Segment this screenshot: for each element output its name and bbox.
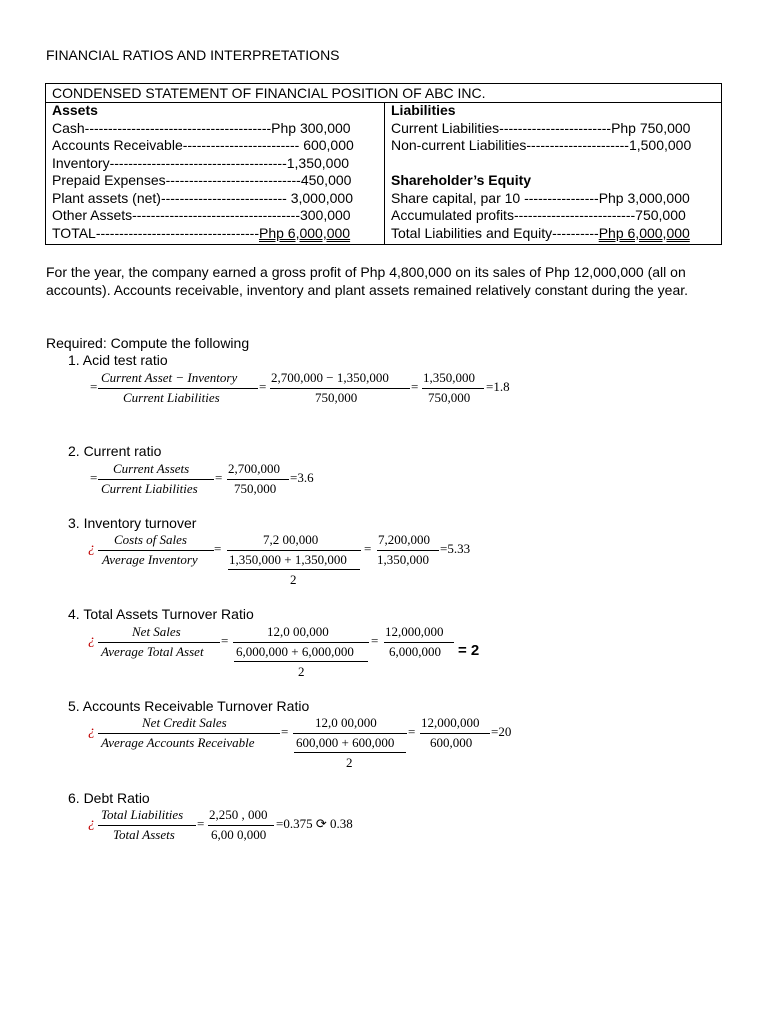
- f6-den1: Total Assets: [113, 827, 175, 842]
- f3-result: =5.33: [440, 541, 471, 556]
- assets-column: [52, 102, 379, 242]
- f6-den2: 6,00 0,000: [211, 827, 267, 842]
- required-heading: Required: Compute the following: [46, 335, 250, 351]
- f1-result: =1.8: [486, 379, 510, 394]
- item-total-assets-turnover: 4. Total Assets Turnover Ratio: [68, 606, 254, 622]
- f3-lead: ¿: [88, 541, 95, 556]
- f3-bar2b: [228, 569, 360, 570]
- f4-bar2b: [234, 661, 368, 662]
- liability-row: Non-current Liabilities----------------------1,500,000: [391, 137, 692, 153]
- f1-bar3: [422, 388, 484, 389]
- f3-den2: 1,350,000 + 1,350,000: [229, 552, 347, 567]
- statement-heading-row: [46, 84, 721, 103]
- f4-den1: Average Total Asset: [101, 644, 204, 659]
- f2-den2: 750,000: [234, 481, 277, 496]
- f5-den2b: 2: [346, 755, 353, 770]
- equity-row: Accumulated profits--------------------------750,000: [391, 207, 686, 223]
- f1-bar2: [270, 388, 410, 389]
- f2-num2: 2,700,000: [228, 461, 280, 476]
- liabilities-column: [391, 102, 716, 242]
- f5-num2: 12,0 00,000: [315, 715, 377, 730]
- f2-den1: Current Liabilities: [101, 481, 198, 496]
- item-debt-ratio: 6. Debt Ratio: [68, 790, 150, 806]
- f5-bar2b: [294, 752, 406, 753]
- f6-lead: ¿: [88, 816, 95, 831]
- f5-bar3: [420, 733, 490, 734]
- asset-row: Cash----------------------------------------Php 300,000: [52, 119, 351, 136]
- f5-num3: 12,000,000: [421, 715, 480, 730]
- asset-row: Plant assets (net)--------------------------- 3,000,000: [52, 189, 354, 206]
- item-inventory-turnover: 3. Inventory turnover: [68, 515, 197, 531]
- f4-bar3: [384, 642, 454, 643]
- f4-result: = 2: [458, 642, 480, 659]
- f1-lead: =: [90, 379, 98, 394]
- f4-den3: 6,000,000: [389, 644, 441, 659]
- statement-heading: CONDENSED STATEMENT OF FINANCIAL POSITION OF ABC INC.: [52, 85, 486, 101]
- f2-bar2: [227, 479, 289, 480]
- equity-total-row: Total Liabilities and Equity----------Php 6,000,000: [391, 224, 690, 241]
- f1-den2: 750,000: [315, 390, 358, 405]
- statement-table: [45, 83, 722, 245]
- f5-den3: 600,000: [430, 735, 473, 750]
- f4-num1: Net Sales: [132, 624, 181, 639]
- f1-bar1: [98, 388, 258, 389]
- asset-row: Inventory--------------------------------------1,350,000: [52, 154, 350, 171]
- f4-bar1: [98, 642, 220, 643]
- f5-lead: ¿: [88, 724, 95, 739]
- f3-den3: 1,350,000: [377, 552, 429, 567]
- f2-lead: =: [90, 470, 98, 485]
- f3-num3: 7,200,000: [378, 532, 430, 547]
- f1-num3: 1,350,000: [423, 370, 475, 385]
- f6-num1: Total Liabilities: [101, 807, 184, 822]
- asset-row: Prepaid Expenses-----------------------------450,000: [52, 172, 352, 188]
- f3-num1: Costs of Sales: [114, 532, 187, 547]
- f5-result: =20: [491, 724, 512, 739]
- f1-num2: 2,700,000 − 1,350,000: [271, 370, 389, 385]
- equity-row: Share capital, par 10 ----------------Php 3,000,000: [391, 189, 690, 206]
- f3-den1: Average Inventory: [102, 552, 198, 567]
- f3-num2: 7,2 00,000: [263, 532, 319, 547]
- item-current-ratio: 2. Current ratio: [68, 443, 162, 459]
- f5-bar1: [98, 733, 280, 734]
- item-acid-test: 1. Acid test ratio: [68, 352, 168, 368]
- f1-num1: Current Asset − Inventory: [101, 370, 238, 385]
- f3-den2b: 2: [290, 572, 297, 587]
- f4-den2b: 2: [298, 664, 305, 679]
- problem-paragraph: For the year, the company earned a gross profit of Php 4,800,000 on its sales of Php 12,000,000 (all on accounts). Accounts receivable, inventory and plant assets remained relatively constant during the year.: [46, 264, 689, 298]
- f4-num2: 12,0 00,000: [267, 624, 329, 639]
- f6-num2: 2,250 , 000: [209, 807, 268, 822]
- f6-result: =0.375 ⟳ 0.38: [276, 816, 353, 831]
- assets-label: Assets: [52, 102, 98, 118]
- document-title: FINANCIAL RATIOS AND INTERPRETATIONS: [46, 47, 340, 63]
- f5-num1: Net Credit Sales: [142, 715, 227, 730]
- f6-bar1: [98, 825, 196, 826]
- equity-label: Shareholder’s Equity: [391, 172, 532, 188]
- f3-bar3: [377, 550, 439, 551]
- f3-bar1: [98, 550, 214, 551]
- asset-total-row: TOTAL-----------------------------------Php 6,000,000: [52, 224, 351, 241]
- f6-bar2: [208, 825, 274, 826]
- f5-den2: 600,000 + 600,000: [296, 735, 395, 750]
- f1-den3: 750,000: [428, 390, 471, 405]
- f2-result: =3.6: [290, 470, 314, 485]
- liabilities-label: Liabilities: [391, 102, 456, 118]
- asset-row: Other Assets------------------------------------300,000: [52, 207, 351, 223]
- asset-row: Accounts Receivable------------------------- 600,000: [52, 137, 354, 153]
- f2-bar1: [98, 479, 214, 480]
- f2-num1: Current Assets: [113, 461, 190, 476]
- f3-bar2: [227, 550, 361, 551]
- table-divider: [384, 102, 385, 244]
- liability-row: Current Liabilities------------------------Php 750,000: [391, 119, 691, 136]
- f4-bar2: [233, 642, 369, 643]
- f4-num3: 12,000,000: [385, 624, 444, 639]
- f4-den2: 6,000,000 + 6,000,000: [236, 644, 354, 659]
- f4-lead: ¿: [88, 633, 95, 648]
- item-ar-turnover: 5. Accounts Receivable Turnover Ratio: [68, 698, 310, 714]
- f5-den1: Average Accounts Receivable: [101, 735, 255, 750]
- f1-den1: Current Liabilities: [123, 390, 220, 405]
- f5-bar2: [293, 733, 407, 734]
